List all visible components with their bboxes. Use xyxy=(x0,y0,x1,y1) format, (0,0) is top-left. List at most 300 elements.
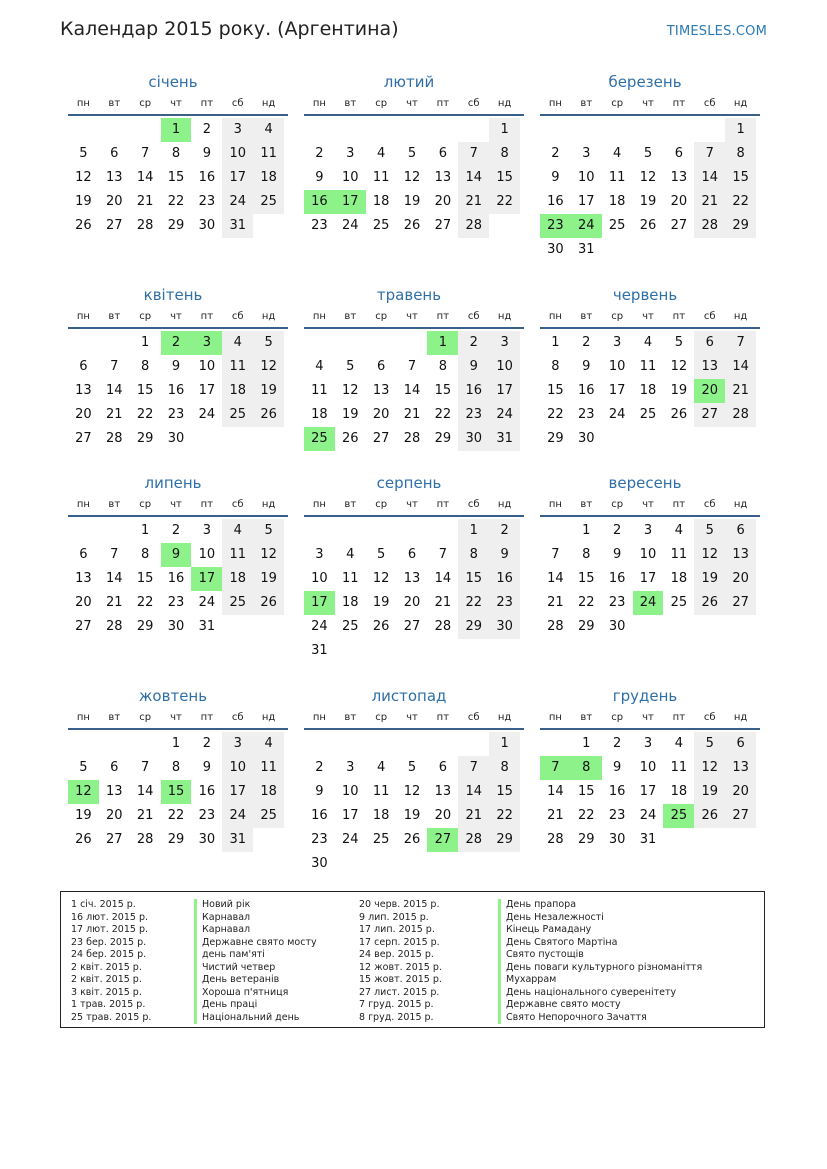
month-block xyxy=(534,285,756,451)
day-cell: 24 xyxy=(342,832,359,847)
legend-holiday-name: День праці xyxy=(202,999,258,1010)
weekday-label: ср xyxy=(139,98,152,109)
week-row xyxy=(304,852,520,876)
day-cell: 1 xyxy=(171,736,181,751)
day-cell: 31 xyxy=(639,832,657,847)
month-block xyxy=(62,473,284,639)
legend-bar-left xyxy=(194,899,197,1024)
day-cell: 11 xyxy=(222,355,253,379)
day-cell: 12 xyxy=(75,170,92,185)
day-cell: 16 xyxy=(167,571,185,586)
week-row xyxy=(304,379,520,403)
weekday-label: чт xyxy=(406,712,418,723)
empty-cell xyxy=(602,427,633,451)
empty-cell xyxy=(366,732,397,756)
day-cell: 8 xyxy=(551,359,560,374)
week-row xyxy=(68,804,284,828)
empty-cell xyxy=(663,427,694,451)
day-cell: 22 xyxy=(489,804,520,828)
day-cell: 13 xyxy=(75,383,92,398)
day-cell: 4 xyxy=(315,359,324,374)
day-cell: 6 xyxy=(79,547,88,562)
legend-holiday-name: Хороша п'ятниця xyxy=(202,986,289,998)
day-cell: 17 xyxy=(578,194,595,209)
day-cell: 1 xyxy=(141,523,150,538)
day-cell: 5 xyxy=(694,732,725,756)
empty-cell xyxy=(725,828,756,852)
day-cell: 6 xyxy=(725,732,756,756)
week-row xyxy=(304,639,520,663)
day-cell: 7 xyxy=(725,331,756,355)
week-row xyxy=(540,355,756,379)
weekday-label: пн xyxy=(76,499,90,510)
holiday-day: 17 xyxy=(191,567,222,591)
day-cell: 15 xyxy=(725,166,756,190)
day-cell: 23 xyxy=(578,407,595,422)
day-cell: 21 xyxy=(106,407,123,422)
legend-date: 15 жовт. 2015 р. xyxy=(359,974,442,985)
weekday-label: ср xyxy=(611,98,624,109)
empty-cell xyxy=(99,331,130,355)
weekday-label: пн xyxy=(548,98,562,109)
legend-bar-right xyxy=(498,899,501,1024)
day-cell: 26 xyxy=(694,591,725,615)
empty-cell xyxy=(602,118,633,142)
day-cell: 30 xyxy=(167,619,185,634)
day-cell: 10 xyxy=(639,760,657,775)
empty-cell xyxy=(366,852,397,876)
weekday-label: пн xyxy=(548,499,562,510)
weekday-label: сб xyxy=(467,499,480,510)
empty-cell xyxy=(725,238,756,262)
weekday-label: чт xyxy=(406,311,418,322)
week-row xyxy=(68,780,284,804)
legend-right-dates xyxy=(359,899,442,1024)
week-row xyxy=(540,804,756,828)
day-cell: 4 xyxy=(222,519,253,543)
day-cell: 29 xyxy=(578,832,595,847)
day-cell: 24 xyxy=(222,804,253,828)
weekday-label: вт xyxy=(344,311,357,322)
day-cell: 24 xyxy=(222,190,253,214)
week-row xyxy=(540,142,756,166)
day-cell: 14 xyxy=(106,571,123,586)
empty-cell xyxy=(427,639,458,663)
day-cell: 8 xyxy=(489,142,520,166)
legend-date: 24 бер. 2015 р. xyxy=(71,949,147,960)
header-rule xyxy=(68,728,288,730)
day-cell: 24 xyxy=(489,403,520,427)
day-cell: 9 xyxy=(315,784,324,799)
legend-holiday-name: День Святого Мартіна xyxy=(506,936,618,948)
day-cell: 22 xyxy=(547,407,564,422)
day-cell: 2 xyxy=(315,146,324,161)
weekday-label: вт xyxy=(580,499,593,510)
header-rule xyxy=(304,114,524,116)
day-cell: 3 xyxy=(222,732,253,756)
day-cell: 3 xyxy=(643,736,653,751)
day-cell: 7 xyxy=(551,547,560,562)
week-row xyxy=(540,118,756,142)
week-row xyxy=(540,780,756,804)
empty-cell xyxy=(633,238,664,262)
weekday-header xyxy=(540,94,756,114)
day-cell: 15 xyxy=(489,166,520,190)
day-cell: 16 xyxy=(311,808,328,823)
week-row xyxy=(68,403,284,427)
empty-cell xyxy=(68,118,99,142)
weekday-header xyxy=(68,94,284,114)
week-row xyxy=(304,756,520,780)
weekday-label: пн xyxy=(76,712,90,723)
holiday-day: 16 xyxy=(304,190,335,214)
week-row xyxy=(68,756,284,780)
day-cell: 10 xyxy=(639,547,657,562)
day-cell: 24 xyxy=(311,619,328,634)
day-cell: 15 xyxy=(167,170,185,185)
day-cell: 29 xyxy=(578,619,595,634)
day-cell: 25 xyxy=(372,832,390,847)
weekday-label: пн xyxy=(312,311,326,322)
day-cell: 4 xyxy=(377,760,386,775)
header-rule xyxy=(304,327,524,329)
empty-cell xyxy=(427,852,458,876)
day-cell: 17 xyxy=(222,166,253,190)
day-cell: 7 xyxy=(458,756,489,780)
day-cell: 13 xyxy=(106,784,123,799)
legend-left-dates xyxy=(71,899,151,1024)
week-row xyxy=(304,166,520,190)
weekday-header xyxy=(540,708,756,728)
day-cell: 16 xyxy=(167,383,185,398)
day-cell: 20 xyxy=(434,808,452,823)
day-cell: 13 xyxy=(403,571,421,586)
day-cell: 12 xyxy=(342,383,359,398)
day-cell: 25 xyxy=(222,403,253,427)
day-cell: 12 xyxy=(253,543,284,567)
weekday-label: вт xyxy=(580,712,593,723)
legend-date: 9 лип. 2015 р. xyxy=(359,911,429,923)
day-cell: 6 xyxy=(694,331,725,355)
weekday-label: нд xyxy=(497,712,512,723)
holiday-day: 3 xyxy=(191,331,222,355)
day-cell: 25 xyxy=(253,190,284,214)
day-cell: 11 xyxy=(253,142,284,166)
day-cell: 28 xyxy=(106,619,123,634)
empty-cell xyxy=(366,519,397,543)
weekday-label: пт xyxy=(672,98,686,109)
week-row xyxy=(304,403,520,427)
day-cell: 7 xyxy=(110,547,119,562)
week-row xyxy=(304,780,520,804)
day-cell: 10 xyxy=(578,170,595,185)
day-cell: 26 xyxy=(75,218,92,233)
day-cell: 10 xyxy=(198,359,216,374)
day-cell: 13 xyxy=(434,784,452,799)
week-row xyxy=(540,567,756,591)
day-cell: 11 xyxy=(222,543,253,567)
week-row xyxy=(304,355,520,379)
day-cell: 3 xyxy=(489,331,520,355)
day-cell: 25 xyxy=(372,218,390,233)
empty-cell xyxy=(633,615,664,639)
day-cell: 11 xyxy=(639,359,657,374)
empty-cell xyxy=(397,331,428,355)
empty-cell xyxy=(130,732,161,756)
day-cell: 1 xyxy=(582,523,591,538)
week-row xyxy=(540,519,756,543)
empty-cell xyxy=(571,118,602,142)
week-row xyxy=(304,828,520,852)
day-cell: 21 xyxy=(694,190,725,214)
day-cell: 7 xyxy=(458,142,489,166)
holiday-day: 24 xyxy=(633,591,664,615)
empty-cell xyxy=(633,427,664,451)
day-cell: 4 xyxy=(674,736,683,751)
day-cell: 27 xyxy=(75,619,92,634)
day-cell: 21 xyxy=(136,194,154,209)
day-cell: 2 xyxy=(613,736,622,751)
weekday-label: чт xyxy=(170,499,182,510)
legend-holiday-name: Свято пустощів xyxy=(506,949,584,960)
empty-cell xyxy=(222,427,253,451)
holiday-day: 9 xyxy=(161,543,192,567)
weekday-label: пт xyxy=(200,499,214,510)
day-cell: 31 xyxy=(311,643,328,658)
day-cell: 23 xyxy=(167,595,185,610)
weekday-label: чт xyxy=(642,499,654,510)
day-cell: 26 xyxy=(342,431,359,446)
week-row xyxy=(304,615,520,639)
day-cell: 14 xyxy=(136,170,154,185)
day-cell: 17 xyxy=(222,780,253,804)
legend-left-names xyxy=(202,899,317,1024)
weekday-label: чт xyxy=(406,98,418,109)
day-cell: 21 xyxy=(458,804,489,828)
header-rule xyxy=(540,327,760,329)
day-cell: 23 xyxy=(311,832,328,847)
day-cell: 15 xyxy=(578,571,595,586)
day-cell: 27 xyxy=(434,218,452,233)
weekday-label: пн xyxy=(76,311,90,322)
month-name: жовтень xyxy=(138,687,208,705)
weekday-label: пт xyxy=(436,311,450,322)
week-row xyxy=(304,118,520,142)
week-row xyxy=(68,543,284,567)
month-block xyxy=(298,686,520,876)
empty-cell xyxy=(489,214,520,238)
week-row xyxy=(68,732,284,756)
weekday-label: нд xyxy=(261,311,276,322)
weekday-label: вт xyxy=(580,98,593,109)
day-cell: 29 xyxy=(725,214,756,238)
day-cell: 4 xyxy=(643,335,653,350)
day-cell: 18 xyxy=(670,784,688,799)
day-cell: 28 xyxy=(547,832,564,847)
day-cell: 30 xyxy=(198,218,216,233)
day-cell: 4 xyxy=(253,732,284,756)
week-row xyxy=(304,190,520,214)
day-cell: 14 xyxy=(106,383,123,398)
day-cell: 26 xyxy=(403,832,421,847)
day-cell: 17 xyxy=(639,784,657,799)
legend-date: 3 квіт. 2015 р. xyxy=(71,986,142,998)
week-row xyxy=(68,355,284,379)
legend-holiday-name: День поваги культурного різноманіття xyxy=(506,961,703,973)
legend-holiday-name: Карнавал xyxy=(202,911,251,923)
week-row xyxy=(304,543,520,567)
legend-date: 17 серп. 2015 р. xyxy=(359,936,440,948)
day-cell: 9 xyxy=(202,146,211,161)
empty-cell xyxy=(397,732,428,756)
legend-right-names xyxy=(506,899,702,1024)
weekday-label: вт xyxy=(108,712,121,723)
day-cell: 26 xyxy=(639,218,657,233)
day-cell: 20 xyxy=(372,407,390,422)
month-block xyxy=(62,686,284,852)
day-cell: 21 xyxy=(547,808,564,823)
week-row xyxy=(304,804,520,828)
weekday-label: нд xyxy=(497,98,512,109)
day-cell: 14 xyxy=(434,571,452,586)
day-cell: 8 xyxy=(438,359,447,374)
day-cell: 31 xyxy=(198,619,216,634)
day-cell: 20 xyxy=(434,194,452,209)
day-cell: 12 xyxy=(403,170,421,185)
day-cell: 10 xyxy=(489,355,520,379)
day-cell: 19 xyxy=(403,808,421,823)
day-cell: 29 xyxy=(167,832,185,847)
day-cell: 19 xyxy=(639,194,657,209)
empty-cell xyxy=(427,519,458,543)
empty-cell xyxy=(397,852,428,876)
weekday-label: сб xyxy=(703,311,716,322)
day-cell: 30 xyxy=(608,832,626,847)
empty-cell xyxy=(602,238,633,262)
day-cell: 1 xyxy=(725,118,756,142)
day-cell: 24 xyxy=(639,808,657,823)
month-block xyxy=(534,686,756,852)
day-cell: 24 xyxy=(198,407,216,422)
day-cell: 3 xyxy=(582,146,591,161)
day-cell: 11 xyxy=(342,571,359,586)
empty-cell xyxy=(366,118,397,142)
day-cell: 10 xyxy=(342,170,359,185)
day-cell: 28 xyxy=(434,619,452,634)
day-cell: 4 xyxy=(377,146,386,161)
day-cell: 5 xyxy=(79,760,88,775)
header-rule xyxy=(68,515,288,517)
weekday-label: пт xyxy=(436,712,450,723)
week-row xyxy=(540,190,756,214)
day-cell: 22 xyxy=(136,595,154,610)
day-cell: 15 xyxy=(434,383,452,398)
header-rule xyxy=(540,515,760,517)
weekday-label: пт xyxy=(436,98,450,109)
day-cell: 20 xyxy=(106,808,123,823)
day-cell: 13 xyxy=(75,571,92,586)
day-cell: 8 xyxy=(725,142,756,166)
empty-cell xyxy=(458,852,489,876)
day-cell: 27 xyxy=(372,431,390,446)
day-cell: 17 xyxy=(342,808,359,823)
week-row xyxy=(304,427,520,451)
day-cell: 17 xyxy=(489,379,520,403)
day-cell: 18 xyxy=(372,194,390,209)
weekday-label: вт xyxy=(108,499,121,510)
weekday-label: пт xyxy=(436,499,450,510)
empty-cell xyxy=(366,639,397,663)
legend-date: 8 груд. 2015 р. xyxy=(359,1011,434,1023)
week-row xyxy=(68,519,284,543)
weekday-label: вт xyxy=(344,499,357,510)
legend-holiday-name: Кінець Рамадану xyxy=(506,924,592,935)
weekday-label: пн xyxy=(312,712,326,723)
day-cell: 21 xyxy=(403,407,421,422)
day-cell: 11 xyxy=(253,756,284,780)
weekday-label: нд xyxy=(733,712,748,723)
day-cell: 28 xyxy=(403,431,421,446)
day-cell: 21 xyxy=(136,808,154,823)
day-cell: 28 xyxy=(458,828,489,852)
legend-date: 1 трав. 2015 р. xyxy=(71,999,146,1010)
weekday-label: вт xyxy=(580,311,593,322)
day-cell: 28 xyxy=(725,403,756,427)
day-cell: 21 xyxy=(547,595,564,610)
weekday-label: сб xyxy=(467,311,480,322)
legend-holiday-name: день пам'яті xyxy=(202,949,265,960)
day-cell: 21 xyxy=(434,595,452,610)
day-cell: 14 xyxy=(547,784,564,799)
weekday-label: нд xyxy=(733,98,748,109)
day-cell: 30 xyxy=(578,431,595,446)
weekday-label: чт xyxy=(642,98,654,109)
legend-holiday-name: Мухаррам xyxy=(506,974,557,985)
empty-cell xyxy=(99,519,130,543)
month-name: квітень xyxy=(143,286,203,304)
empty-cell xyxy=(366,331,397,355)
empty-cell xyxy=(304,331,335,355)
day-cell: 22 xyxy=(136,407,154,422)
week-row xyxy=(68,118,284,142)
day-cell: 1 xyxy=(489,118,520,142)
day-cell: 3 xyxy=(202,523,211,538)
day-cell: 3 xyxy=(346,760,355,775)
month-name: липень xyxy=(144,474,202,492)
month-name: травень xyxy=(376,286,442,304)
legend-holiday-name: День Незалежності xyxy=(506,911,604,923)
day-cell: 6 xyxy=(407,547,417,562)
day-cell: 9 xyxy=(171,359,181,374)
day-cell: 8 xyxy=(489,756,520,780)
day-cell: 20 xyxy=(75,595,92,610)
site-link[interactable]: TIMESLES.COM xyxy=(666,24,767,39)
holiday-day: 20 xyxy=(694,379,725,403)
weekday-label: сб xyxy=(467,712,480,723)
day-cell: 8 xyxy=(458,543,489,567)
day-cell: 11 xyxy=(670,760,688,775)
day-cell: 8 xyxy=(141,359,150,374)
legend-date: 1 січ. 2015 р. xyxy=(71,899,136,910)
day-cell: 18 xyxy=(608,194,626,209)
day-cell: 27 xyxy=(403,619,421,634)
holiday-day: 1 xyxy=(427,331,458,355)
holiday-day: 15 xyxy=(161,780,192,804)
legend-holiday-name: День прапора xyxy=(506,899,577,910)
day-cell: 14 xyxy=(458,166,489,190)
holiday-day: 23 xyxy=(540,214,571,238)
day-cell: 19 xyxy=(694,567,725,591)
